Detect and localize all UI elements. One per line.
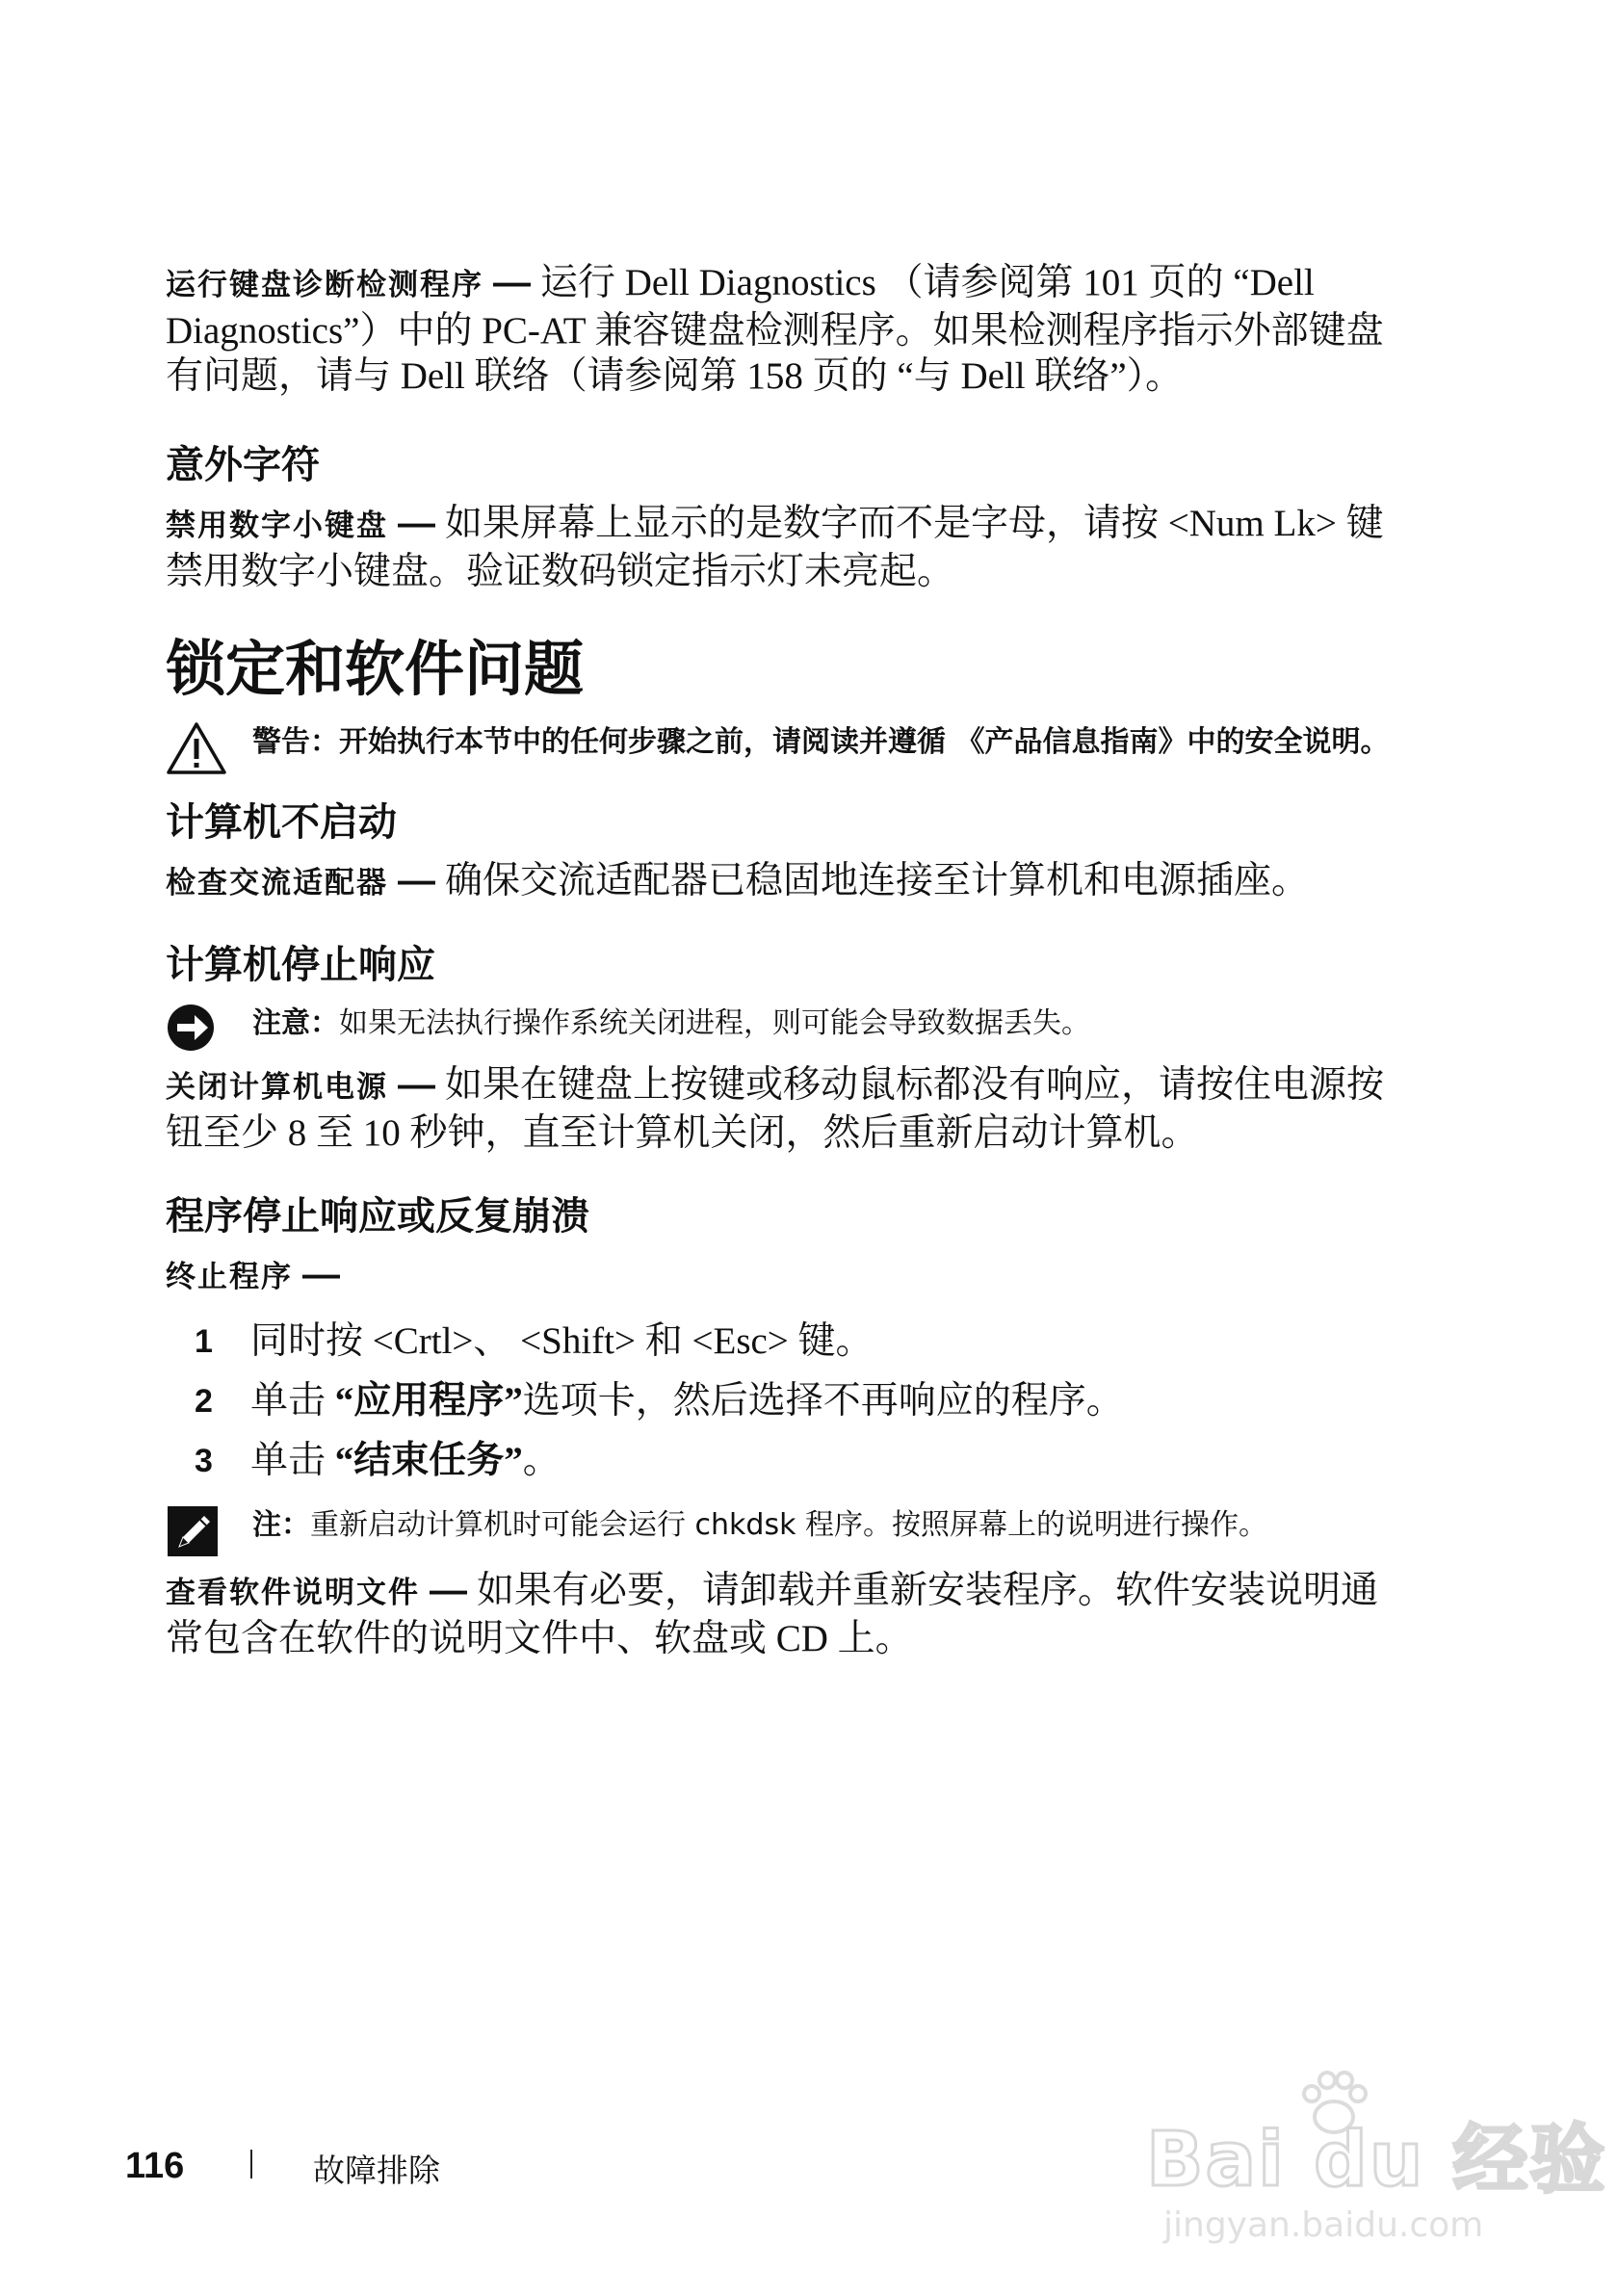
warning-text: 开始执行本节中的任何步骤之前，请阅读并遵循 《产品信息指南》中的安全说明。 xyxy=(339,725,1390,759)
no-start-text: 确保交流适配器已稳固地连接至计算机和电源插座。 xyxy=(445,860,1310,901)
watermark-url: jingyan.baidu.com xyxy=(1163,2205,1484,2245)
step-number: 1 xyxy=(195,1323,213,1360)
em-dash: — xyxy=(398,1064,435,1106)
step-text-after: 选项卡，然后选择不再响应的程序。 xyxy=(522,1380,1124,1422)
end-program-lead: 终止程序 xyxy=(166,1260,293,1294)
power-off-lead: 关闭计算机电源 xyxy=(166,1070,388,1105)
step-emphasis: “结束任务” xyxy=(334,1440,523,1481)
warning-label: 警告： xyxy=(252,725,339,759)
power-off-paragraph xyxy=(166,1062,1408,1156)
step-emphasis: “应用程序” xyxy=(334,1380,523,1422)
power-off-text: 如果在键盘上按键或移动鼠标都没有响应，请按住电源按钮至少 8 至 10 秒钟，直至计算机关闭，然后重新启动计算机。 xyxy=(166,1064,1385,1154)
em-dash: — xyxy=(302,1254,340,1295)
caution-arrow-icon xyxy=(166,1003,227,1057)
chapter-title: 故障排除 xyxy=(313,2152,440,2189)
keyboard-diagnostics-paragraph xyxy=(166,260,1408,399)
end-program-paragraph xyxy=(166,1252,1408,1300)
note-notice xyxy=(166,1504,1408,1547)
no-start-paragraph xyxy=(166,858,1408,906)
list-item xyxy=(166,1371,1408,1431)
section-heading-computer-stops-responding: 计算机停止响应 xyxy=(166,943,435,987)
em-dash: — xyxy=(398,860,435,901)
warning-notice xyxy=(166,721,1408,764)
footer-divider xyxy=(250,2150,252,2179)
step-text: 同时按 <Crtl>、 <Shift> 和 <Esc> 键。 xyxy=(250,1320,874,1362)
pencil-note-icon xyxy=(166,1504,227,1558)
baidu-watermark xyxy=(1146,2061,1607,2273)
software-docs-lead: 查看软件说明文件 xyxy=(166,1576,420,1610)
unexpected-characters-text: 如果屏幕上显示的是数字而不是字母，请按 <Num Lk> 键禁用数字小键盘。验证数码锁定指示灯未亮起。 xyxy=(166,503,1384,592)
page-number: 116 xyxy=(125,2146,185,2186)
list-item xyxy=(166,1312,1408,1371)
unexpected-characters-lead: 禁用数字小键盘 xyxy=(166,509,388,543)
caution-notice xyxy=(166,1003,1408,1045)
step-text: 单击 xyxy=(250,1440,335,1481)
section-heading-computer-does-not-start: 计算机不启动 xyxy=(166,800,397,845)
software-docs-paragraph xyxy=(166,1568,1408,1661)
warning-triangle-icon xyxy=(166,721,227,775)
em-dash: — xyxy=(398,503,435,544)
end-program-steps xyxy=(166,1312,1408,1491)
note-label: 注： xyxy=(252,1508,310,1542)
software-docs-text: 如果有必要，请卸载并重新安装程序。软件安装说明通常包含在软件的说明文件中、软盘或 CD 上。 xyxy=(166,1570,1379,1659)
caution-label: 注意： xyxy=(252,1006,339,1040)
note-text: 重新启动计算机时可能会运行 chkdsk 程序。按照屏幕上的说明进行操作。 xyxy=(310,1508,1267,1542)
watermark-brand: Bai du 经验 xyxy=(1146,2117,1607,2204)
step-text: 单击 xyxy=(250,1380,335,1422)
step-number: 3 xyxy=(195,1443,213,1479)
section-heading-unexpected-characters: 意外字符 xyxy=(166,443,320,487)
caution-text: 如果无法执行操作系统关闭进程，则可能会导致数据丢失。 xyxy=(339,1006,1090,1040)
keyboard-diagnostics-lead: 运行键盘诊断检测程序 xyxy=(166,268,483,302)
page-title: 锁定和软件问题 xyxy=(166,634,585,704)
keyboard-diagnostics-text: 运行 Dell Diagnostics （请参阅第 101 页的 “Dell Diagnostics”）中的 PC-AT 兼容键盘检测程序。如果检测程序指示外部键盘有问题，请与 Dell 联络（请参阅第 158 页的 “与 Dell 联络”）。 xyxy=(166,262,1384,397)
step-text-after: 。 xyxy=(522,1440,561,1481)
unexpected-characters-paragraph xyxy=(166,501,1408,594)
em-dash: — xyxy=(430,1570,467,1611)
em-dash: — xyxy=(493,262,531,303)
step-number: 2 xyxy=(195,1383,213,1420)
no-start-lead: 检查交流适配器 xyxy=(166,866,388,900)
section-heading-program-crashes: 程序停止响应或反复崩溃 xyxy=(166,1194,589,1239)
page-content xyxy=(166,260,1408,1661)
list-item xyxy=(166,1431,1408,1491)
